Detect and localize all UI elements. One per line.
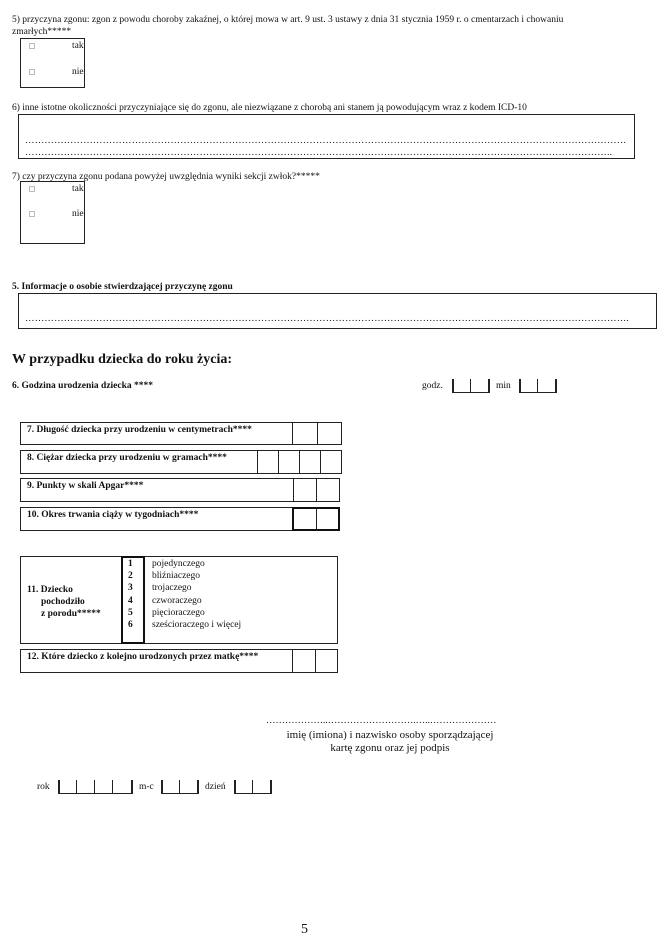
minute-input[interactable] bbox=[519, 379, 557, 393]
month-label: m-c bbox=[139, 782, 154, 792]
birth-type-label: pojedynczego bbox=[152, 559, 205, 569]
q6-text: 6) inne istotne okoliczności przyczyniające się do zgonu, ale niezwiązane z chorobą ani stanem ją powodującym wraz z kodem ICD-10 bbox=[12, 103, 527, 113]
q7-no-label: nie bbox=[72, 209, 84, 219]
birth-type-label: trojaczego bbox=[152, 583, 192, 594]
q6-line-2: ……………………………………………………………………………………………………………………………………………………………….. bbox=[25, 148, 613, 158]
q7-yes-label: tak bbox=[72, 184, 84, 194]
day-input[interactable] bbox=[234, 780, 272, 794]
q7-text: 7) czy przyczyna zgonu podana powyżej uwzględnia wyniki sekcji zwłok?***** bbox=[12, 172, 320, 182]
field-9-label: 9. Punkty w skali Apgar**** bbox=[27, 481, 144, 491]
birth-type-number: 1 bbox=[128, 559, 133, 569]
page-number: 5 bbox=[301, 922, 308, 937]
birth-type-number: 4 bbox=[128, 595, 133, 606]
field-7-label: 7. Długość dziecka przy urodzeniu w centymetrach**** bbox=[27, 425, 252, 435]
q7-yes-checkbox[interactable] bbox=[29, 186, 35, 192]
field-6-label: 6. Godzina urodzenia dziecka **** bbox=[12, 381, 154, 391]
year-input[interactable] bbox=[58, 780, 133, 794]
birth-type-label: pięcioraczego bbox=[152, 607, 205, 618]
q5-text: 5) przyczyna zgonu: zgon z powodu choroby zakaźnej, o której mowa w art. 9 ust. 3 ustawy z dnia 31 stycznia 1959 r. o cmentarzach i chowaniu bbox=[12, 15, 564, 25]
signature-dots[interactable]: ………………..……………………….…..………………… bbox=[266, 716, 497, 726]
q7-no-checkbox[interactable] bbox=[29, 211, 35, 217]
q5-no-label: nie bbox=[72, 67, 84, 77]
field-12-label: 12. Które dziecko z kolejno urodzonych przez matkę**** bbox=[27, 652, 259, 662]
field-10-label: 10. Okres trwania ciąży w tygodniach**** bbox=[27, 510, 199, 520]
month-input[interactable] bbox=[161, 780, 199, 794]
section-5-line: ……………………………………………………………………………………………………………………………………………………………………. bbox=[25, 314, 629, 324]
field-11-label-1: 11. Dziecko bbox=[27, 585, 73, 595]
q5-text-cont: zmarłych***** bbox=[12, 27, 72, 37]
q5-yes-label: tak bbox=[72, 41, 84, 51]
q5-yes-checkbox[interactable] bbox=[29, 43, 35, 49]
birth-type-label: bliźniaczego bbox=[152, 571, 201, 582]
hour-label: godz. bbox=[422, 381, 443, 391]
hour-input[interactable] bbox=[452, 379, 490, 393]
year-label: rok bbox=[37, 782, 50, 792]
signature-caption-2: kartę zgonu oraz jej podpis bbox=[330, 742, 450, 754]
birth-type-number: 3 bbox=[128, 583, 133, 594]
birth-type-number: 5 bbox=[128, 607, 133, 618]
field-11-label-3: z porodu***** bbox=[41, 609, 101, 619]
signature-caption-1: imię (imiona) i nazwisko osoby sporządzającej bbox=[286, 729, 494, 741]
field-8-label: 8. Ciężar dziecka przy urodzeniu w gramach**** bbox=[27, 453, 227, 463]
field-11-label-2: pochodziło bbox=[41, 597, 85, 607]
child-section-heading: W przypadku dziecka do roku życia: bbox=[12, 352, 233, 367]
birth-type-number: 2 bbox=[128, 571, 133, 582]
day-label: dzień bbox=[205, 782, 226, 792]
birth-type-label: czworaczego bbox=[152, 595, 202, 606]
field-10-input[interactable] bbox=[292, 507, 340, 531]
section-5-title: 5. Informacje o osobie stwierdzającej przyczynę zgonu bbox=[12, 282, 233, 292]
field-11-number-column[interactable] bbox=[121, 556, 145, 644]
minute-label: min bbox=[496, 381, 511, 391]
q5-no-checkbox[interactable] bbox=[29, 69, 35, 75]
birth-type-number: 6 bbox=[128, 620, 133, 630]
birth-type-label: sześcioraczego i więcej bbox=[152, 620, 242, 630]
q6-line-1: …………………………………………………………………………………………………………………………………………………………………… bbox=[25, 136, 627, 146]
